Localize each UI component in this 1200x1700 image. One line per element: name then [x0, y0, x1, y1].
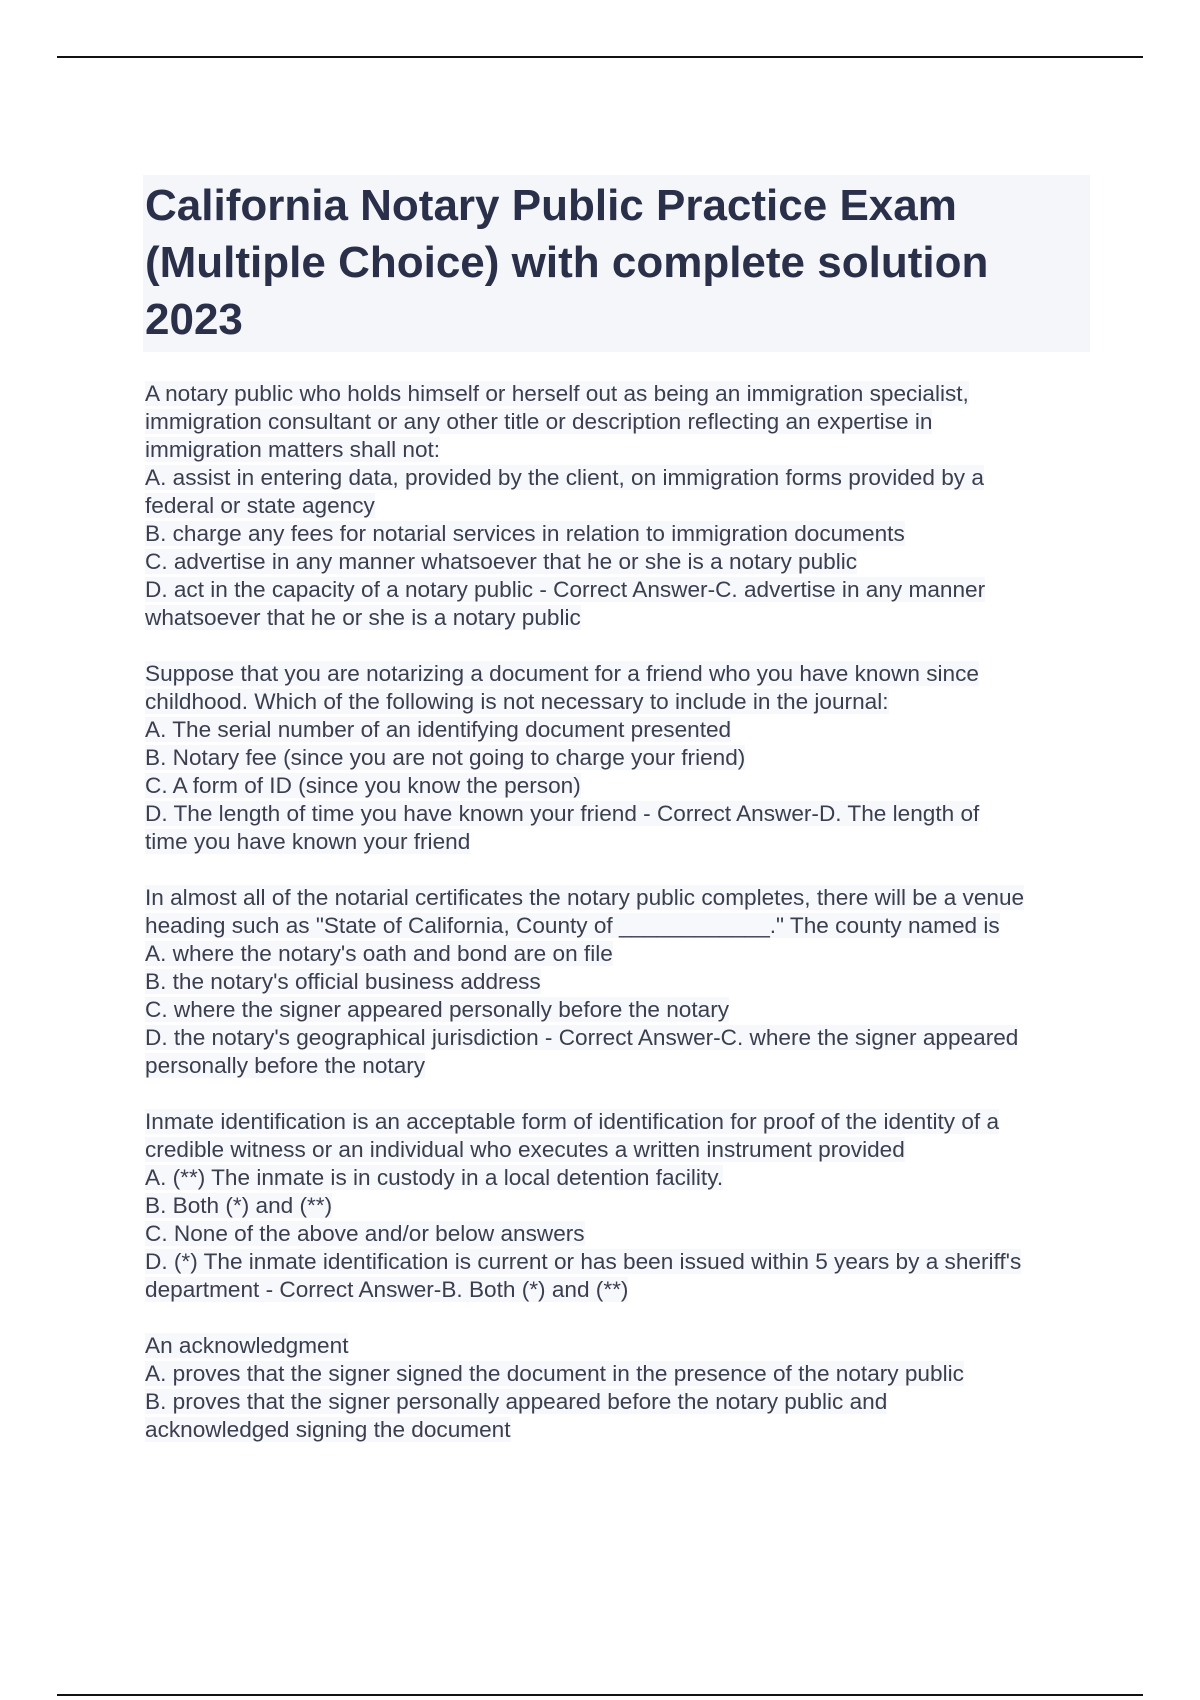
answer-option-b: B. the notary's official business address: [145, 969, 541, 994]
question-list: [145, 380, 1090, 1444]
answer-option-d: D. The length of time you have known your friend - Correct Answer-D. The length of: [145, 801, 980, 826]
question-3: [145, 884, 1090, 1080]
title-line-3: 2023: [145, 295, 243, 344]
question-line: A notary public who holds himself or herself out as being an immigration specialist,: [145, 381, 969, 406]
answer-option-a: A. The serial number of an identifying document presented: [145, 717, 732, 742]
question-1: [145, 380, 1090, 632]
answer-option-b-cont: acknowledged signing the document: [145, 1417, 511, 1442]
document-content: [145, 175, 1090, 1472]
answer-option-a: A. where the notary's oath and bond are on file: [145, 941, 613, 966]
answer-option-b: B. charge any fees for notarial services in relation to immigration documents: [145, 521, 905, 546]
question-line: heading such as "State of California, County of ____________." The county named is: [145, 913, 1000, 938]
answer-option-d: D. (*) The inmate identification is current or has been issued within 5 years by a sheriff's: [145, 1249, 1022, 1274]
question-5: [145, 1332, 1090, 1444]
question-line: Inmate identification is an acceptable form of identification for proof of the identity of a: [145, 1109, 1000, 1134]
answer-option-a-cont: federal or state agency: [145, 493, 375, 518]
answer-option-c: C. A form of ID (since you know the person): [145, 773, 581, 798]
answer-option-a: A. proves that the signer signed the document in the presence of the notary public: [145, 1361, 964, 1386]
title-line-2: (Multiple Choice) with complete solution: [145, 238, 989, 287]
question-line: immigration consultant or any other title or description reflecting an expertise in: [145, 409, 933, 434]
answer-option-c: C. where the signer appeared personally before the notary: [145, 997, 730, 1022]
answer-option-b: B. Notary fee (since you are not going to charge your friend): [145, 745, 746, 770]
correct-answer: whatsoever that he or she is a notary public: [145, 605, 581, 630]
answer-option-d: D. act in the capacity of a notary public - Correct Answer-C. advertise in any manner: [145, 577, 986, 602]
answer-option-a: A. (**) The inmate is in custody in a local detention facility.: [145, 1165, 724, 1190]
top-rule: [57, 56, 1143, 58]
answer-option-a: A. assist in entering data, provided by the client, on immigration forms provided by a: [145, 465, 984, 490]
answer-option-d: D. the notary's geographical jurisdiction - Correct Answer-C. where the signer appeared: [145, 1025, 1019, 1050]
question-line: In almost all of the notarial certificates the notary public completes, there will be a venue: [145, 885, 1025, 910]
answer-option-b: B. Both (*) and (**): [145, 1193, 333, 1218]
question-line: credible witness or an individual who executes a written instrument provided: [145, 1137, 905, 1162]
correct-answer: personally before the notary: [145, 1053, 426, 1078]
question-line: An acknowledgment: [145, 1333, 349, 1358]
correct-answer: time you have known your friend: [145, 829, 471, 854]
answer-option-b: B. proves that the signer personally appeared before the notary public and: [145, 1389, 888, 1414]
correct-answer: department - Correct Answer-B. Both (*) and (**): [145, 1277, 629, 1302]
question-line: childhood. Which of the following is not necessary to include in the journal:: [145, 689, 889, 714]
question-4: [145, 1108, 1090, 1304]
document-title: [143, 175, 1090, 352]
answer-option-c: C. advertise in any manner whatsoever that he or she is a notary public: [145, 549, 858, 574]
bottom-rule: [57, 1694, 1143, 1696]
answer-option-c: C. None of the above and/or below answers: [145, 1221, 585, 1246]
title-line-1: California Notary Public Practice Exam: [145, 181, 957, 230]
question-line: Suppose that you are notarizing a document for a friend who you have known since: [145, 661, 979, 686]
question-2: [145, 660, 1090, 856]
question-line: immigration matters shall not:: [145, 437, 441, 462]
